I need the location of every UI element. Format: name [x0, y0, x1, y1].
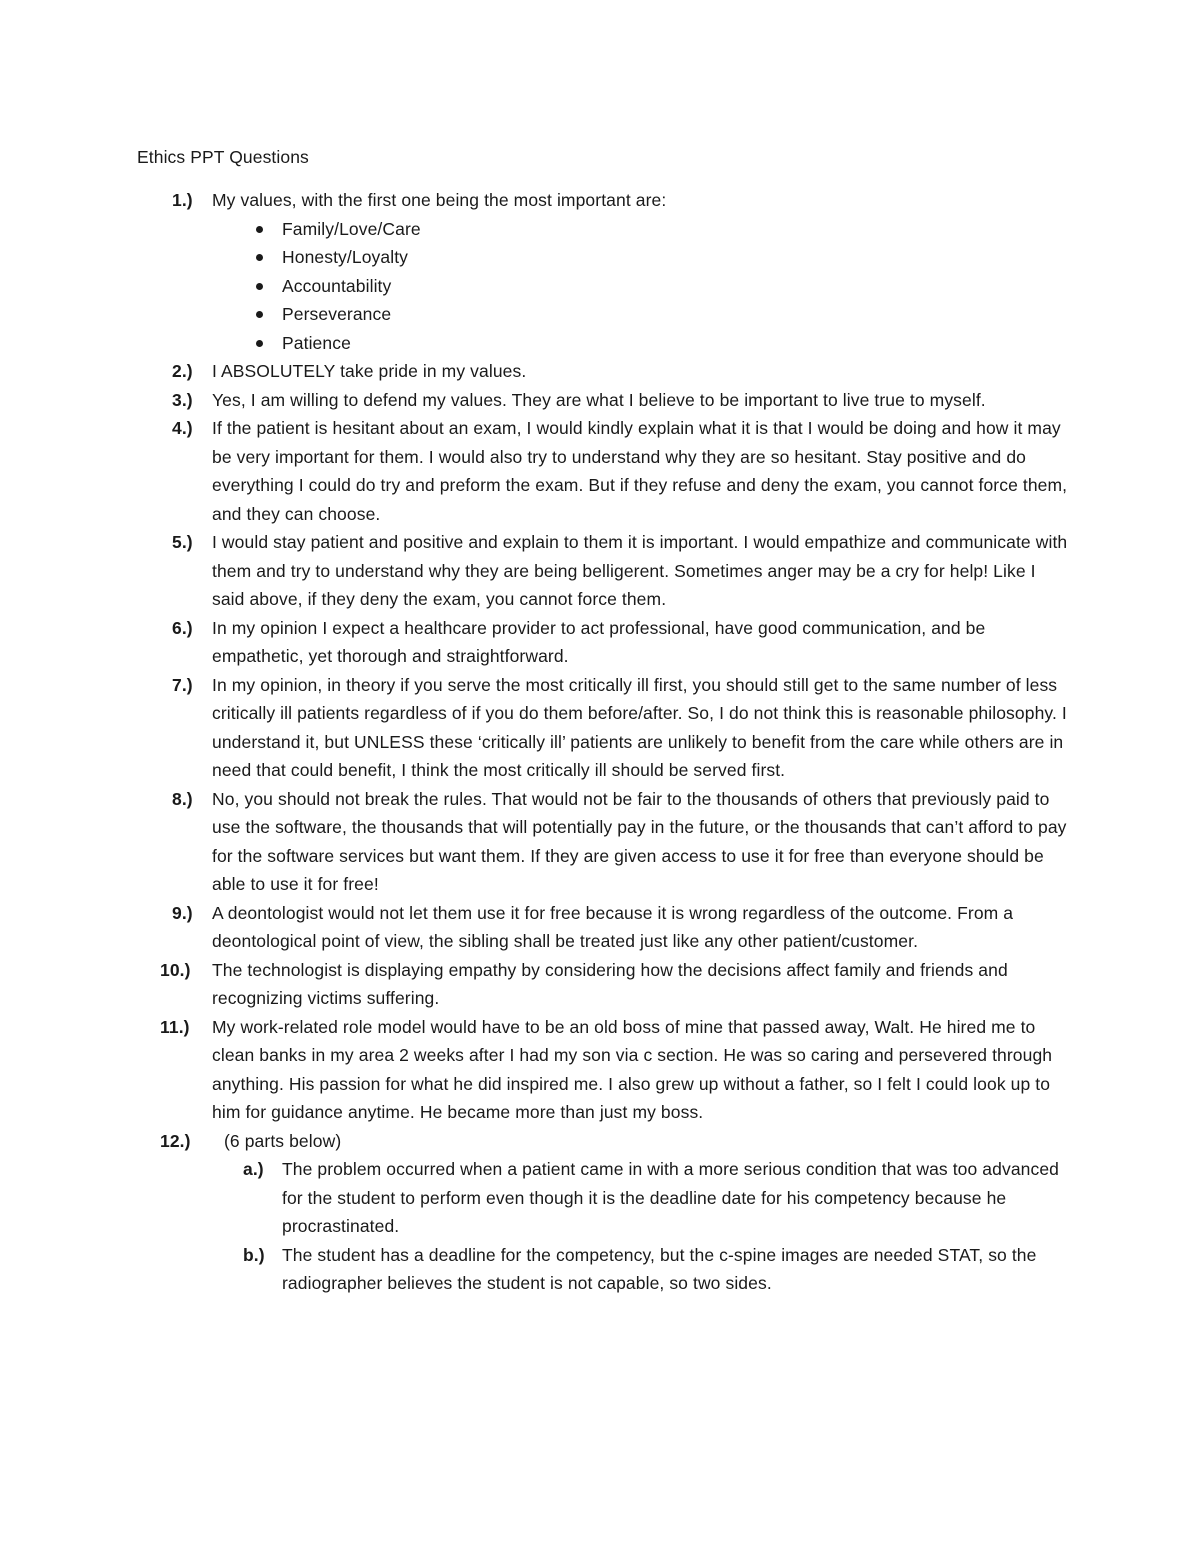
- question-number: 12.): [160, 1130, 191, 1151]
- bullet-icon: [256, 340, 263, 347]
- question-item-7: [0, 671, 1068, 785]
- list-item: [212, 243, 1068, 272]
- value-label: Honesty/Loyalty: [282, 247, 409, 267]
- document-title: Ethics PPT Questions: [137, 147, 309, 167]
- subpart-letter: b.): [243, 1244, 265, 1265]
- subpart-text: The student has a deadline for the competency, but the c-spine images are needed STAT, so the radiographer believes the student is not capable, so two sides.: [282, 1244, 1037, 1293]
- question-number: 7.): [172, 674, 193, 695]
- question-item-9: [0, 899, 1068, 956]
- question-item-3: [0, 386, 1068, 415]
- question-answer: I would stay patient and positive and explain to them it is important. I would empathize and communicate with them and try to understand why they are being belligerent. Sometimes anger may be a cry for help! Like I said above, if they deny the exam, you cannot force them.: [212, 532, 1068, 609]
- list-item: [212, 300, 1068, 329]
- bullet-icon: [256, 226, 263, 233]
- subpart-letter: a.): [243, 1159, 264, 1179]
- question-number: 5.): [172, 532, 193, 552]
- question-number: 3.): [172, 389, 193, 410]
- question-number: 8.): [172, 788, 193, 809]
- question-answer: My work-related role model would have to be an old boss of mine that passed away, Walt. He hired me to clean banks in my area 2 weeks after I had my son via c section. He was so caring and persevered through anything. His passion for what he did inspired me. I also grew up without a father, so I felt I could look up to him for guidance anytime. He became more than just my boss.: [212, 1016, 1053, 1122]
- subpart-list: [212, 1155, 1068, 1298]
- question-item-8: [0, 785, 1068, 899]
- value-label: Accountability: [282, 275, 392, 296]
- question-item-2: [0, 357, 1068, 386]
- values-list: [212, 215, 1068, 358]
- question-item-4: [0, 414, 1068, 528]
- question-number: 9.): [172, 902, 193, 923]
- question-number: 1.): [172, 190, 193, 210]
- question-answer: My values, with the first one being the most important are:: [212, 190, 667, 210]
- subpart-item-b: [212, 1241, 1068, 1298]
- question-number: 10.): [160, 959, 191, 980]
- list-item: [212, 329, 1068, 358]
- question-answer: In my opinion, in theory if you serve the most critically ill first, you should still get to the same number of less critically ill patients regardless of if you do them before/after. So, I do not think this is reasonable philosophy. I understand it, but UNLESS these ‘critically ill’ patients are unlikely to benefit from the care while others are in need that could benefit, I think the most critically ill should be served first.: [212, 674, 1067, 780]
- question-answer: Yes, I am willing to defend my values. They are what I believe to be important to live true to myself.: [212, 389, 986, 410]
- question-answer: A deontologist would not let them use it for free because it is wrong regardless of the outcome. From a deontological point of view, the sibling shall be treated just like any other patient/customer.: [212, 902, 1014, 951]
- bullet-icon: [256, 254, 263, 261]
- question-item-5: [0, 528, 1068, 614]
- question-answer: If the patient is hesitant about an exam, I would kindly explain what it is that I would be doing and how it may be very important for them. I would also try to understand why they are so hesitant. Stay positive and do everything I could do try and preform the exam. But if they refuse and deny the exam, you cannot force them, and they can choose.: [212, 418, 1068, 524]
- question-number: 6.): [172, 617, 193, 638]
- question-item-6: [0, 614, 1068, 671]
- question-item-12: [0, 1127, 1068, 1298]
- question-number: 4.): [172, 418, 193, 438]
- question-12-intro: (6 parts below): [224, 1130, 342, 1151]
- subpart-item-a: [212, 1155, 1068, 1241]
- question-item-10: [0, 956, 1068, 1013]
- bullet-icon: [256, 311, 263, 318]
- question-answer: No, you should not break the rules. That would not be fair to the thousands of others that previously paid to use the software, the thousands that will potentially pay in the future, or the thousands that can’t afford to pay for the software services but want them. If they are given access to use it for free than everyone should be able to use it for free!: [212, 788, 1067, 894]
- value-label: Family/Love/Care: [282, 218, 421, 239]
- question-number: 11.): [160, 1016, 190, 1037]
- question-answer: [212, 1127, 1068, 1156]
- question-item-11: [0, 1013, 1068, 1127]
- question-number: 2.): [172, 361, 193, 381]
- question-answer: The technologist is displaying empathy by considering how the decisions affect family and friends and recognizing victims suffering.: [212, 959, 1008, 1008]
- question-answer: In my opinion I expect a healthcare provider to act professional, have good communication, and be empathetic, yet thorough and straightforward.: [212, 617, 986, 666]
- list-item: [212, 215, 1068, 244]
- question-list: [0, 186, 1200, 1298]
- subpart-text: The problem occurred when a patient came in with a more serious condition that was too advanced for the student to perform even though it is the deadline date for his competency because he procrastinated.: [282, 1159, 1060, 1236]
- question-answer: I ABSOLUTELY take pride in my values.: [212, 361, 527, 381]
- question-item-1: [0, 186, 1068, 357]
- bullet-icon: [256, 283, 263, 290]
- list-item: [212, 272, 1068, 301]
- value-label: Perseverance: [282, 304, 392, 324]
- value-label: Patience: [282, 332, 351, 353]
